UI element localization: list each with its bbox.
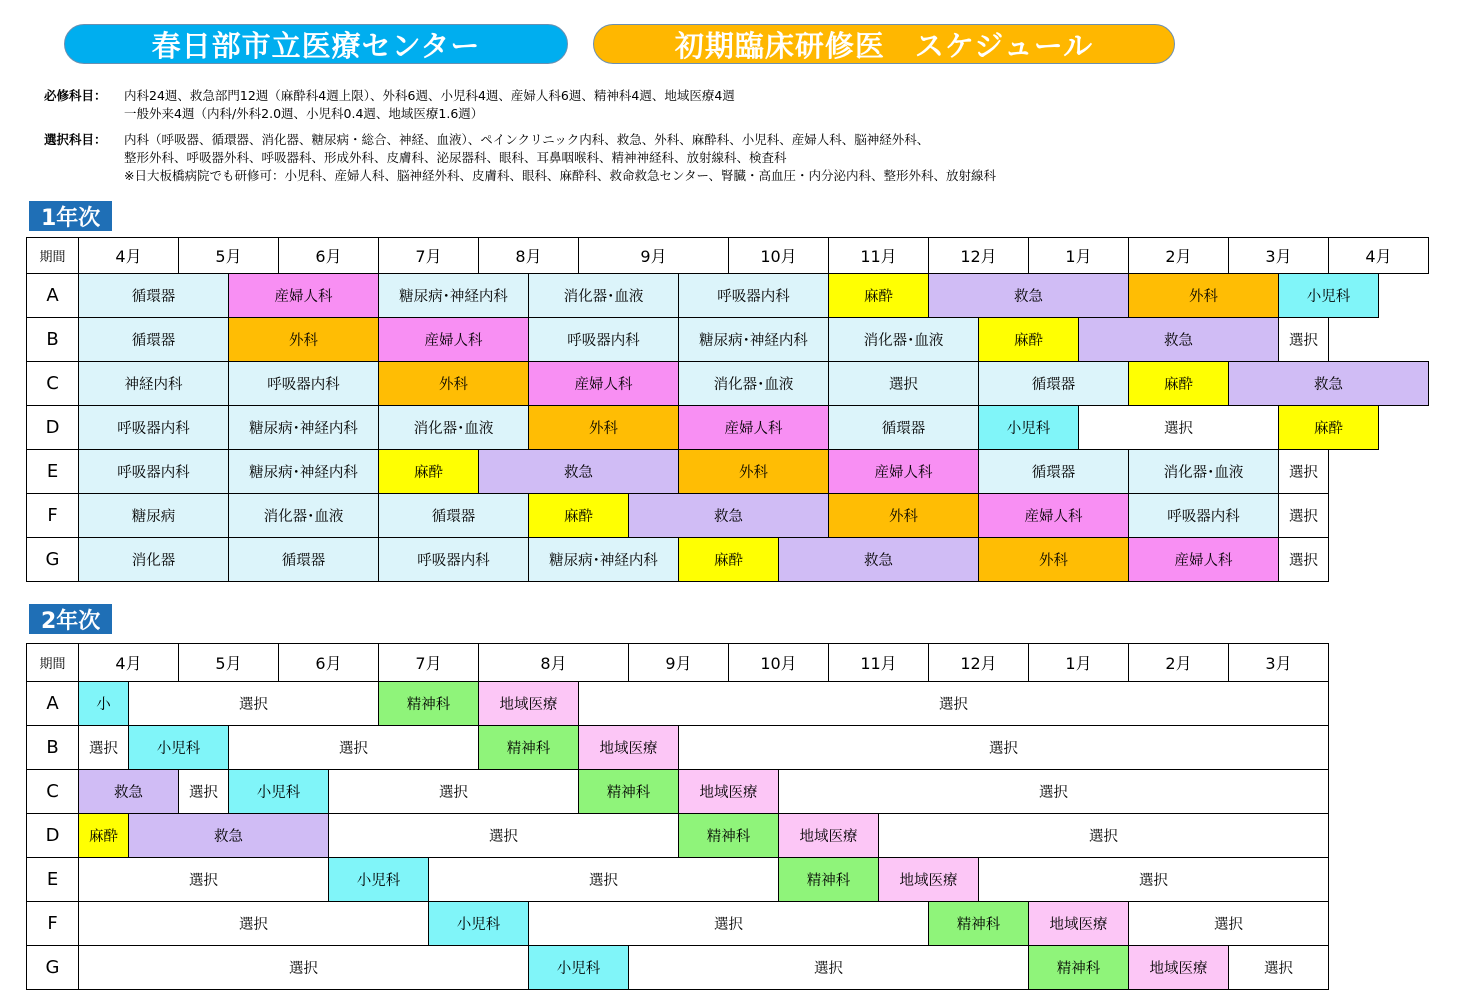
rotation-cell: 消化器･血液 bbox=[378, 405, 529, 450]
rotation-cell: 地域医療 bbox=[578, 725, 679, 770]
month-header: 4月 bbox=[78, 237, 179, 274]
rotation-cell: 地域医療 bbox=[878, 857, 979, 902]
rotation-cell: 精神科 bbox=[478, 725, 579, 770]
rotation-cell: 精神科 bbox=[678, 813, 779, 858]
rotation-cell: 選択 bbox=[1128, 901, 1329, 946]
rotation-cell: 消化器･血液 bbox=[528, 273, 679, 318]
rotation-cell: 選択 bbox=[78, 725, 129, 770]
required-line: 一般外来4週（内科/外科2.0週、小児科0.4週、地域医療1.6週） bbox=[124, 106, 484, 121]
month-header: 1月 bbox=[1028, 237, 1129, 274]
rotation-cell: 地域医療 bbox=[1128, 945, 1229, 990]
rotation-cell: 糖尿病･神経内科 bbox=[528, 537, 679, 582]
rotation-cell: 外科 bbox=[978, 537, 1129, 582]
rotation-cell: 精神科 bbox=[578, 769, 679, 814]
schedule-title-banner bbox=[593, 24, 1175, 64]
row-label: D bbox=[26, 813, 79, 858]
rotation-cell: 選択 bbox=[978, 857, 1329, 902]
row-label: B bbox=[26, 317, 79, 362]
rotation-cell: 産婦人科 bbox=[678, 405, 829, 450]
required-subjects bbox=[44, 87, 1464, 123]
rotation-cell: 呼吸器内科 bbox=[378, 537, 529, 582]
row-label: F bbox=[26, 901, 79, 946]
rotation-cell: 麻酔 bbox=[1128, 361, 1229, 406]
rotation-cell: 神経内科 bbox=[78, 361, 229, 406]
month-header: 3月 bbox=[1228, 237, 1329, 274]
rotation-cell: 小児科 bbox=[428, 901, 529, 946]
rotation-cell: 地域医療 bbox=[678, 769, 779, 814]
elective-subjects bbox=[44, 131, 1464, 185]
elective-label: 選択科目： bbox=[44, 132, 107, 147]
month-header: 5月 bbox=[178, 237, 279, 274]
row-label: E bbox=[26, 449, 79, 494]
month-header: 12月 bbox=[928, 643, 1029, 682]
rotation-cell: 選択 bbox=[1278, 493, 1329, 538]
rotation-cell: 選択 bbox=[878, 813, 1329, 858]
rotation-cell: 糖尿病･神経内科 bbox=[378, 273, 529, 318]
rotation-cell: 消化器･血液 bbox=[228, 493, 379, 538]
row-label: A bbox=[26, 681, 79, 726]
schedule-title: 初期臨床研修医 スケジュール bbox=[674, 28, 1094, 63]
month-header: 6月 bbox=[278, 237, 379, 274]
rotation-cell: 選択 bbox=[778, 769, 1329, 814]
rotation-cell: 選択 bbox=[1228, 945, 1329, 990]
rotation-cell: 消化器･血液 bbox=[1128, 449, 1279, 494]
rotation-cell: 外科 bbox=[528, 405, 679, 450]
rotation-cell: 選択 bbox=[678, 725, 1329, 770]
row-label: D bbox=[26, 405, 79, 450]
elective-line: ※日大板橋病院でも研修可：小児科、産婦人科、脳神経外科、皮膚科、眼科、麻酔科、救命救急センター、腎臓・高血圧・内分泌内科、整形外科、放射線科 bbox=[124, 168, 996, 183]
rotation-cell: 産婦人科 bbox=[828, 449, 979, 494]
rotation-cell: 精神科 bbox=[1028, 945, 1129, 990]
month-header: 9月 bbox=[628, 643, 729, 682]
rotation-cell: 選択 bbox=[528, 901, 929, 946]
row-label: G bbox=[26, 537, 79, 582]
rotation-cell: 精神科 bbox=[778, 857, 879, 902]
rotation-cell: 循環器 bbox=[828, 405, 979, 450]
rotation-cell: 選択 bbox=[828, 361, 979, 406]
rotation-cell: 地域医療 bbox=[778, 813, 879, 858]
rotation-cell: 選択 bbox=[1278, 449, 1329, 494]
rotation-cell: 選択 bbox=[78, 901, 429, 946]
rotation-cell: 救急 bbox=[778, 537, 979, 582]
rotation-cell: 外科 bbox=[1128, 273, 1279, 318]
rotation-cell: 救急 bbox=[128, 813, 329, 858]
required-line: 内科24週、救急部門12週（麻酔科4週上限）、外科6週、小児科4週、産婦人科6週、精神科4週、地域医療4週 bbox=[124, 88, 735, 103]
rotation-cell: 選択 bbox=[1078, 405, 1279, 450]
month-header: 8月 bbox=[478, 643, 629, 682]
rotation-cell: 救急 bbox=[1078, 317, 1279, 362]
rotation-cell: 小児科 bbox=[528, 945, 629, 990]
hospital-name: 春日部市立医療センター bbox=[151, 28, 481, 63]
month-header: 8月 bbox=[478, 237, 579, 274]
rotation-cell: 産婦人科 bbox=[228, 273, 379, 318]
month-header: 9月 bbox=[578, 237, 729, 274]
rotation-cell: 選択 bbox=[328, 813, 679, 858]
rotation-cell: 小児科 bbox=[1278, 273, 1379, 318]
month-header: 4月 bbox=[1328, 237, 1429, 274]
rotation-cell: 外科 bbox=[228, 317, 379, 362]
rotation-cell: 循環器 bbox=[378, 493, 529, 538]
rotation-cell: 麻酔 bbox=[828, 273, 929, 318]
rotation-cell: 消化器 bbox=[78, 537, 229, 582]
month-header: 7月 bbox=[378, 643, 479, 682]
rotation-cell: 小 bbox=[78, 681, 129, 726]
rotation-cell: 救急 bbox=[928, 273, 1129, 318]
rotation-cell: 選択 bbox=[178, 769, 229, 814]
month-header: 11月 bbox=[828, 643, 929, 682]
rotation-cell: 麻酔 bbox=[978, 317, 1079, 362]
rotation-cell: 麻酔 bbox=[1278, 405, 1379, 450]
rotation-cell: 選択 bbox=[1278, 537, 1329, 582]
month-header: 7月 bbox=[378, 237, 479, 274]
rotation-cell: 選択 bbox=[228, 725, 479, 770]
rotation-cell: 呼吸器内科 bbox=[78, 405, 229, 450]
month-header: 5月 bbox=[178, 643, 279, 682]
rotation-cell: 小児科 bbox=[978, 405, 1079, 450]
elective-line: 整形外科、呼吸器外科、呼吸器科、形成外科、皮膚科、泌尿器科、眼科、耳鼻咽喉科、精神神経科、放射線科、検査科 bbox=[124, 150, 787, 165]
month-header: 2月 bbox=[1128, 237, 1229, 274]
required-label: 必修科目： bbox=[44, 88, 107, 103]
period-header: 期間 bbox=[26, 643, 79, 682]
rotation-cell: 地域医療 bbox=[1028, 901, 1129, 946]
row-label: C bbox=[26, 361, 79, 406]
rotation-cell: 小児科 bbox=[128, 725, 229, 770]
month-header: 3月 bbox=[1228, 643, 1329, 682]
rotation-cell: 麻酔 bbox=[528, 493, 629, 538]
rotation-cell: 精神科 bbox=[378, 681, 479, 726]
rotation-cell: 選択 bbox=[1278, 317, 1329, 362]
rotation-cell: 救急 bbox=[78, 769, 179, 814]
rotation-cell: 呼吸器内科 bbox=[228, 361, 379, 406]
rotation-cell: 糖尿病･神経内科 bbox=[678, 317, 829, 362]
hospital-title-banner bbox=[64, 24, 568, 64]
rotation-cell: 選択 bbox=[328, 769, 579, 814]
rotation-cell: 呼吸器内科 bbox=[528, 317, 679, 362]
rotation-cell: 救急 bbox=[1228, 361, 1429, 406]
rotation-cell: 地域医療 bbox=[478, 681, 579, 726]
month-header: 4月 bbox=[78, 643, 179, 682]
rotation-cell: 外科 bbox=[378, 361, 529, 406]
row-label: A bbox=[26, 273, 79, 318]
rotation-cell: 消化器･血液 bbox=[828, 317, 979, 362]
rotation-cell: 外科 bbox=[678, 449, 829, 494]
rotation-cell: 消化器･血液 bbox=[678, 361, 829, 406]
rotation-cell: 救急 bbox=[478, 449, 679, 494]
month-header: 2月 bbox=[1128, 643, 1229, 682]
rotation-cell: 循環器 bbox=[978, 361, 1129, 406]
rotation-cell: 小児科 bbox=[328, 857, 429, 902]
row-label: E bbox=[26, 857, 79, 902]
row-label: C bbox=[26, 769, 79, 814]
rotation-cell: 呼吸器内科 bbox=[78, 449, 229, 494]
rotation-cell: 選択 bbox=[78, 945, 529, 990]
rotation-cell: 糖尿病･神経内科 bbox=[228, 449, 379, 494]
rotation-cell: 産婦人科 bbox=[528, 361, 679, 406]
rotation-cell: 外科 bbox=[828, 493, 979, 538]
rotation-cell: 選択 bbox=[428, 857, 779, 902]
month-header: 6月 bbox=[278, 643, 379, 682]
month-header: 1月 bbox=[1028, 643, 1129, 682]
row-label: G bbox=[26, 945, 79, 990]
rotation-cell: 呼吸器内科 bbox=[678, 273, 829, 318]
rotation-cell: 選択 bbox=[628, 945, 1029, 990]
month-header: 11月 bbox=[828, 237, 929, 274]
rotation-cell: 産婦人科 bbox=[978, 493, 1129, 538]
rotation-cell: 救急 bbox=[628, 493, 829, 538]
rotation-cell: 循環器 bbox=[78, 317, 229, 362]
rotation-cell: 麻酔 bbox=[78, 813, 129, 858]
month-header: 10月 bbox=[728, 643, 829, 682]
rotation-cell: 麻酔 bbox=[678, 537, 779, 582]
rotation-cell: 糖尿病･神経内科 bbox=[228, 405, 379, 450]
requirements-section bbox=[44, 87, 1464, 185]
rotation-cell: 循環器 bbox=[228, 537, 379, 582]
period-header: 期間 bbox=[26, 237, 79, 274]
year2-label: 2年次 bbox=[29, 604, 112, 634]
rotation-cell: 循環器 bbox=[978, 449, 1129, 494]
rotation-cell: 小児科 bbox=[228, 769, 329, 814]
rotation-cell: 選択 bbox=[128, 681, 379, 726]
year1-label: 1年次 bbox=[29, 201, 112, 231]
row-label: B bbox=[26, 725, 79, 770]
rotation-cell: 麻酔 bbox=[378, 449, 479, 494]
rotation-cell: 産婦人科 bbox=[1128, 537, 1279, 582]
rotation-cell: 呼吸器内科 bbox=[1128, 493, 1279, 538]
rotation-cell: 循環器 bbox=[78, 273, 229, 318]
month-header: 12月 bbox=[928, 237, 1029, 274]
rotation-cell: 選択 bbox=[578, 681, 1329, 726]
rotation-cell: 糖尿病 bbox=[78, 493, 229, 538]
rotation-cell: 精神科 bbox=[928, 901, 1029, 946]
month-header: 10月 bbox=[728, 237, 829, 274]
elective-line: 内科（呼吸器、循環器、消化器、糖尿病・総合、神経、血液）、ペインクリニック内科、救急、外科、麻酔科、小児科、産婦人科、脳神経外科、 bbox=[124, 132, 930, 147]
row-label: F bbox=[26, 493, 79, 538]
rotation-cell: 選択 bbox=[78, 857, 329, 902]
rotation-cell: 産婦人科 bbox=[378, 317, 529, 362]
